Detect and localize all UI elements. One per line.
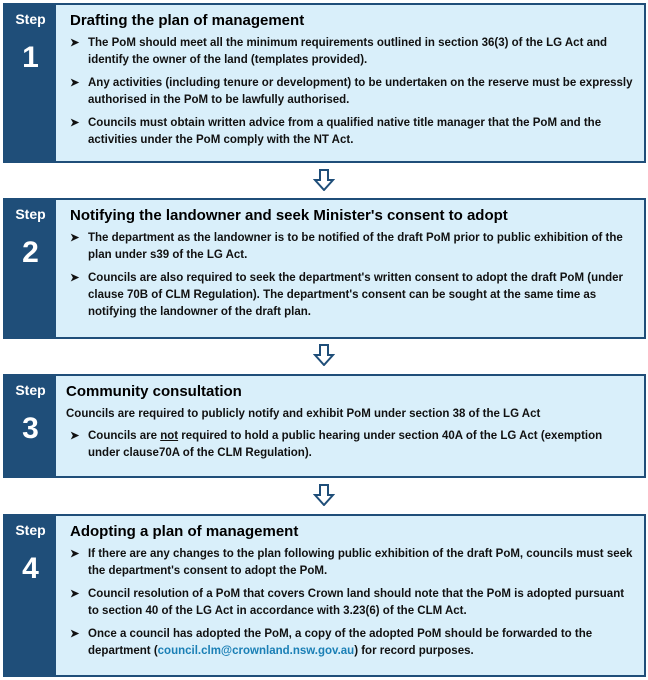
bullet-text: If there are any changes to the plan following public exhibition of the draft PoM, councils must seek the department's consent to adopt the PoM. — [88, 548, 633, 577]
bullet-text: The department as the landowner is to be notified of the draft PoM prior to public exhibition of the plan under s39 of the LG Act. — [88, 232, 623, 261]
step-label: Step — [15, 11, 46, 27]
bullet-text-part: Once a council has adopted the PoM, a copy of the adopted PoM should be forwarded to the department ( — [88, 628, 593, 657]
bullet-text: Councils are also required to seek the department's written consent to adopt the draft PoM (under clause 70B of CLM Regulation). The department's consent can be sought at the same time as notifying the landowner of the draft plan. — [88, 272, 624, 318]
bullet-text — [88, 428, 634, 462]
step-2-title: Notifying the landowner and seek Minister's consent to adopt — [70, 207, 508, 224]
bullet-text: Council resolution of a PoM that covers Crown land should note that the PoM is adopted pursuant to section 40 of the LG Act in accordance with 3.23(6) of the CLM Act. — [88, 588, 625, 617]
down-arrow-icon — [313, 169, 335, 191]
arrow-bullet-icon: ➤ — [70, 77, 80, 89]
arrow-bullet-icon: ➤ — [70, 628, 80, 640]
step-4-badge — [5, 516, 56, 675]
bullet-text: Any activities (including tenure or development) to be undertaken on the reserve must be expressly authorised in the PoM to be lawfully authorised. — [88, 77, 633, 106]
emphasis-not: not — [160, 430, 179, 442]
list-item — [70, 626, 634, 660]
bullet-text: Councils must obtain written advice from a qualified native title manager that the PoM and the activities under the PoM comply with the NT Act. — [88, 117, 602, 146]
list-item — [70, 35, 634, 69]
list-item — [70, 270, 634, 321]
list-item — [70, 115, 634, 149]
arrow-bullet-icon: ➤ — [70, 588, 80, 600]
bullet-text — [88, 626, 634, 660]
bullet-text: The PoM should meet all the minimum requirements outlined in section 36(3) of the LG Act and identify the owner of the land (templates provided). — [88, 37, 608, 66]
arrow-bullet-icon: ➤ — [70, 548, 80, 560]
down-arrow-icon — [313, 484, 335, 506]
step-number: 4 — [22, 552, 39, 585]
step-number: 3 — [22, 412, 39, 445]
step-1-badge — [5, 5, 56, 161]
email-link[interactable]: council.clm@crownland.nsw.gov.au — [157, 645, 355, 657]
bullet-text-part: ) for record purposes. — [354, 645, 474, 657]
step-4-box — [3, 514, 646, 677]
step-label: Step — [15, 206, 46, 222]
bullet-text-part: required to hold a public hearing under section 40A of the LG Act (exemption under clause70A of the CLM Regulation). — [88, 430, 603, 459]
step-1-box — [3, 3, 646, 163]
step-3-title: Community consultation — [66, 383, 242, 400]
step-number: 2 — [22, 236, 39, 269]
list-item — [70, 586, 634, 620]
bullet-text-part: Councils are — [88, 430, 161, 442]
arrow-bullet-icon: ➤ — [70, 232, 80, 244]
list-item — [70, 230, 634, 264]
arrow-bullet-icon: ➤ — [70, 37, 80, 49]
list-item — [66, 428, 634, 462]
step-3-badge — [5, 376, 56, 476]
step-3-box — [3, 374, 646, 478]
step-2-box — [3, 198, 646, 339]
step-1-title: Drafting the plan of management — [70, 12, 305, 29]
list-item — [70, 75, 634, 109]
arrow-bullet-icon: ➤ — [70, 272, 80, 284]
list-item — [70, 546, 634, 580]
step-label: Step — [15, 382, 46, 398]
step-3-intro: Councils are required to publicly notify and exhibit PoM under section 38 of the LG Act — [66, 408, 541, 420]
step-number: 1 — [22, 41, 39, 74]
arrow-bullet-icon: ➤ — [70, 117, 80, 129]
down-arrow-icon — [313, 344, 335, 366]
step-2-badge — [5, 200, 56, 337]
step-4-title: Adopting a plan of management — [70, 523, 299, 540]
step-label: Step — [15, 522, 46, 538]
arrow-bullet-icon: ➤ — [70, 430, 80, 442]
